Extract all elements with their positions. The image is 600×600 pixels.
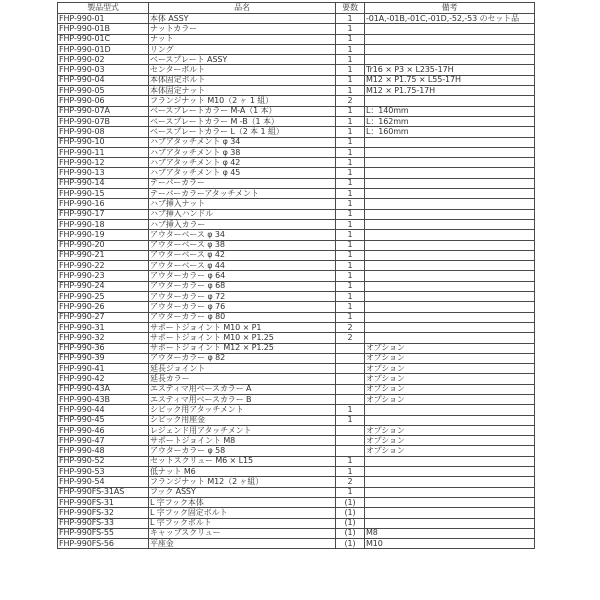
cell-note xyxy=(365,230,535,240)
cell-name: シビック用アタッチメント xyxy=(149,405,336,415)
cell-qty: 1 xyxy=(336,137,365,147)
cell-model: FHP-990-21 xyxy=(58,250,149,260)
cell-qty xyxy=(336,343,365,353)
cell-model: FHP-990-52 xyxy=(58,456,149,466)
cell-qty: 1 xyxy=(336,240,365,250)
cell-name: ハブアタッチメント φ 45 xyxy=(149,168,336,178)
cell-name: ナットカラー xyxy=(149,24,336,34)
cell-name: リング xyxy=(149,44,336,54)
cell-note xyxy=(365,168,535,178)
cell-model: FHP-990-04 xyxy=(58,75,149,85)
cell-model: FHP-990-15 xyxy=(58,189,149,199)
cell-name: L 字フック本体 xyxy=(149,497,336,507)
table-row xyxy=(58,44,535,54)
cell-model: FHP-990-47 xyxy=(58,436,149,446)
table-row xyxy=(58,528,535,538)
cell-name: ハブ挿入ハンドル xyxy=(149,209,336,219)
cell-name: 低ナット M6 xyxy=(149,467,336,477)
cell-model: FHP-990-19 xyxy=(58,230,149,240)
cell-note xyxy=(365,219,535,229)
table-row xyxy=(58,467,535,477)
cell-model: FHP-990-11 xyxy=(58,147,149,157)
table-row xyxy=(58,14,535,24)
cell-qty: 1 xyxy=(336,65,365,75)
cell-name: L 字フック固定ボルト xyxy=(149,508,336,518)
cell-qty: 1 xyxy=(336,219,365,229)
cell-note: オプション xyxy=(365,384,535,394)
table-row xyxy=(58,199,535,209)
cell-note: M8 xyxy=(365,528,535,538)
cell-name: 延長ジョイント xyxy=(149,364,336,374)
table-row xyxy=(58,209,535,219)
cell-note: M10 xyxy=(365,539,535,549)
cell-model: FHP-990-03 xyxy=(58,65,149,75)
cell-model: FHP-990-01D xyxy=(58,44,149,54)
cell-model: FHP-990-24 xyxy=(58,281,149,291)
table-row xyxy=(58,250,535,260)
cell-name: サポートジョイント M12 × P1.25 xyxy=(149,343,336,353)
table-row xyxy=(58,425,535,435)
cell-note: オプション xyxy=(365,436,535,446)
table-row xyxy=(58,189,535,199)
cell-model: FHP-990-07B xyxy=(58,116,149,126)
table-row xyxy=(58,86,535,96)
cell-model: FHP-990-42 xyxy=(58,374,149,384)
cell-note xyxy=(365,281,535,291)
table-row xyxy=(58,292,535,302)
table-row xyxy=(58,312,535,322)
cell-note xyxy=(365,261,535,271)
cell-name: アウターベース φ 44 xyxy=(149,261,336,271)
cell-note: オプション xyxy=(365,353,535,363)
cell-qty xyxy=(336,353,365,363)
cell-qty: 1 xyxy=(336,230,365,240)
cell-name: アウターカラー φ 72 xyxy=(149,292,336,302)
table-row xyxy=(58,322,535,332)
cell-note xyxy=(365,55,535,65)
cell-model: FHP-990-05 xyxy=(58,86,149,96)
cell-qty: 1 xyxy=(336,281,365,291)
cell-qty: 1 xyxy=(336,14,365,24)
cell-name: 本体固定ボルト xyxy=(149,75,336,85)
cell-model: FHP-990-53 xyxy=(58,467,149,477)
cell-note xyxy=(365,456,535,466)
cell-qty: 1 xyxy=(336,158,365,168)
table-row xyxy=(58,261,535,271)
cell-qty: 1 xyxy=(336,467,365,477)
cell-name: テーパーカラー xyxy=(149,178,336,188)
table-row xyxy=(58,127,535,137)
header-model: 製品型式 xyxy=(58,3,149,14)
cell-qty: 1 xyxy=(336,34,365,44)
table-row xyxy=(58,343,535,353)
cell-name: ベースプレートカラー M -B（1 本） xyxy=(149,116,336,126)
cell-note: L：140mm xyxy=(365,106,535,116)
cell-model: FHP-990-02 xyxy=(58,55,149,65)
cell-model: FHP-990-46 xyxy=(58,425,149,435)
cell-qty: 1 xyxy=(336,55,365,65)
cell-note: L：162mm xyxy=(365,116,535,126)
cell-qty: 1 xyxy=(336,147,365,157)
cell-model: FHP-990-23 xyxy=(58,271,149,281)
cell-model: FHP-990-07A xyxy=(58,106,149,116)
table-row xyxy=(58,65,535,75)
cell-qty: 1 xyxy=(336,456,365,466)
table-row xyxy=(58,508,535,518)
cell-name: 延長カラー xyxy=(149,374,336,384)
cell-model: FHP-990-10 xyxy=(58,137,149,147)
table-row xyxy=(58,96,535,106)
cell-model: FHP-990-14 xyxy=(58,178,149,188)
cell-note xyxy=(365,34,535,44)
table-row xyxy=(58,230,535,240)
cell-model: FHP-990-39 xyxy=(58,353,149,363)
cell-name: フランジナット M12（2 ヶ組） xyxy=(149,477,336,487)
cell-name: ベースプレートカラー L（2 本 1 組） xyxy=(149,127,336,137)
table-row xyxy=(58,281,535,291)
cell-model: FHP-990-22 xyxy=(58,261,149,271)
cell-note xyxy=(365,96,535,106)
cell-note: L：160mm xyxy=(365,127,535,137)
cell-model: FHP-990-16 xyxy=(58,199,149,209)
parts-list-table xyxy=(57,2,535,549)
cell-note xyxy=(365,189,535,199)
cell-note: オプション xyxy=(365,425,535,435)
cell-qty: (1) xyxy=(336,497,365,507)
cell-name: サポートジョイント M10 × P1 xyxy=(149,322,336,332)
cell-model: FHP-990-27 xyxy=(58,312,149,322)
cell-model: FHP-990FS-33 xyxy=(58,518,149,528)
cell-note xyxy=(365,405,535,415)
cell-name: ベースプレート ASSY xyxy=(149,55,336,65)
table-row xyxy=(58,374,535,384)
cell-name: アウターカラー φ 80 xyxy=(149,312,336,322)
cell-model: FHP-990-41 xyxy=(58,364,149,374)
cell-model: FHP-990-44 xyxy=(58,405,149,415)
table-row xyxy=(58,456,535,466)
cell-note xyxy=(365,508,535,518)
table-header-row xyxy=(58,3,535,14)
table-row xyxy=(58,34,535,44)
cell-qty: 1 xyxy=(336,44,365,54)
cell-name: 平座金 xyxy=(149,539,336,549)
header-name: 品名 xyxy=(149,3,336,14)
table-row xyxy=(58,116,535,126)
cell-note: オプション xyxy=(365,364,535,374)
table-row xyxy=(58,178,535,188)
cell-name: アウターカラー φ 82 xyxy=(149,353,336,363)
cell-note xyxy=(365,467,535,477)
cell-qty: 1 xyxy=(336,199,365,209)
cell-name: セットスクリュー M6 × L15 xyxy=(149,456,336,466)
table-row xyxy=(58,168,535,178)
cell-note xyxy=(365,147,535,157)
cell-note xyxy=(365,497,535,507)
cell-qty xyxy=(336,436,365,446)
cell-name: フック ASSY xyxy=(149,487,336,497)
cell-note: M12 × P1.75-17H xyxy=(365,86,535,96)
cell-name: 本体 ASSY xyxy=(149,14,336,24)
cell-model: FHP-990-32 xyxy=(58,333,149,343)
cell-name: アウターカラー φ 68 xyxy=(149,281,336,291)
cell-qty: 1 xyxy=(336,302,365,312)
cell-note xyxy=(365,250,535,260)
cell-note xyxy=(365,199,535,209)
cell-name: シビック用座金 xyxy=(149,415,336,425)
cell-model: FHP-990-31 xyxy=(58,322,149,332)
table-row xyxy=(58,415,535,425)
table-row xyxy=(58,353,535,363)
cell-name: フランジナット M10（2 ヶ 1 組） xyxy=(149,96,336,106)
table-row xyxy=(58,24,535,34)
cell-name: サポートジョイント M10 × P1.25 xyxy=(149,333,336,343)
cell-name: ナット xyxy=(149,34,336,44)
cell-qty: 1 xyxy=(336,312,365,322)
cell-note xyxy=(365,322,535,332)
table-row xyxy=(58,137,535,147)
cell-note xyxy=(365,302,535,312)
cell-name: 本体固定ナット xyxy=(149,86,336,96)
table-row xyxy=(58,436,535,446)
cell-qty: 1 xyxy=(336,86,365,96)
table-row xyxy=(58,384,535,394)
cell-qty: 1 xyxy=(336,415,365,425)
cell-model: FHP-990-25 xyxy=(58,292,149,302)
cell-model: FHP-990-13 xyxy=(58,168,149,178)
cell-qty: (1) xyxy=(336,508,365,518)
cell-qty xyxy=(336,425,365,435)
cell-model: FHP-990-20 xyxy=(58,240,149,250)
table-row xyxy=(58,446,535,456)
cell-name: アウターベース φ 42 xyxy=(149,250,336,260)
cell-note xyxy=(365,487,535,497)
table-row xyxy=(58,147,535,157)
table-row xyxy=(58,158,535,168)
table-row xyxy=(58,106,535,116)
cell-name: ハブアタッチメント φ 42 xyxy=(149,158,336,168)
cell-model: FHP-990-43A xyxy=(58,384,149,394)
cell-qty: 1 xyxy=(336,487,365,497)
cell-name: サポートジョイント M8 xyxy=(149,436,336,446)
cell-qty: 1 xyxy=(336,250,365,260)
cell-qty: 1 xyxy=(336,75,365,85)
table-row xyxy=(58,539,535,549)
cell-name: ハブアタッチメント φ 34 xyxy=(149,137,336,147)
cell-note xyxy=(365,209,535,219)
cell-model: FHP-990-54 xyxy=(58,477,149,487)
cell-note xyxy=(365,24,535,34)
cell-note: オプション xyxy=(365,343,535,353)
cell-qty xyxy=(336,374,365,384)
table-row xyxy=(58,364,535,374)
cell-model: FHP-990-18 xyxy=(58,219,149,229)
table-row xyxy=(58,405,535,415)
table-row xyxy=(58,487,535,497)
cell-qty: 1 xyxy=(336,127,365,137)
cell-qty: 1 xyxy=(336,189,365,199)
cell-qty: 1 xyxy=(336,106,365,116)
table-row xyxy=(58,394,535,404)
cell-qty: (1) xyxy=(336,528,365,538)
table-row xyxy=(58,477,535,487)
cell-qty xyxy=(336,384,365,394)
cell-note xyxy=(365,518,535,528)
cell-qty: 2 xyxy=(336,333,365,343)
cell-model: FHP-990FS-31AS xyxy=(58,487,149,497)
cell-note xyxy=(365,333,535,343)
cell-name: ハブ挿入カラー xyxy=(149,219,336,229)
cell-model: FHP-990FS-32 xyxy=(58,508,149,518)
cell-qty: 2 xyxy=(336,477,365,487)
cell-qty: 1 xyxy=(336,405,365,415)
header-qty: 要数 xyxy=(336,3,365,14)
cell-note xyxy=(365,178,535,188)
cell-name: レジェンド用アタッチメント xyxy=(149,425,336,435)
cell-qty: 2 xyxy=(336,322,365,332)
cell-qty: 2 xyxy=(336,96,365,106)
cell-note xyxy=(365,415,535,425)
cell-name: アウターカラー φ 58 xyxy=(149,446,336,456)
cell-note xyxy=(365,477,535,487)
cell-note xyxy=(365,292,535,302)
cell-name: ハブ挿入ナット xyxy=(149,199,336,209)
cell-note: Tr16 × P3 × L235-17H xyxy=(365,65,535,75)
cell-qty: 1 xyxy=(336,178,365,188)
cell-name: ベースプレートカラー M-A（1 本） xyxy=(149,106,336,116)
cell-name: アウターカラー φ 64 xyxy=(149,271,336,281)
table-row xyxy=(58,518,535,528)
cell-model: FHP-990-48 xyxy=(58,446,149,456)
cell-model: FHP-990-17 xyxy=(58,209,149,219)
cell-note: M12 × P1.75 × L55-17H xyxy=(365,75,535,85)
cell-qty: (1) xyxy=(336,539,365,549)
cell-model: FHP-990-06 xyxy=(58,96,149,106)
cell-qty xyxy=(336,446,365,456)
cell-name: ハブアタッチメント φ 38 xyxy=(149,147,336,157)
cell-note xyxy=(365,44,535,54)
table-row xyxy=(58,302,535,312)
table-row xyxy=(58,240,535,250)
cell-note xyxy=(365,312,535,322)
cell-note xyxy=(365,271,535,281)
cell-model: FHP-990FS-56 xyxy=(58,539,149,549)
cell-qty: (1) xyxy=(336,518,365,528)
cell-model: FHP-990FS-31 xyxy=(58,497,149,507)
cell-qty xyxy=(336,394,365,404)
cell-name: テーパーカラーアタッチメント xyxy=(149,189,336,199)
cell-note: オプション xyxy=(365,394,535,404)
cell-qty: 1 xyxy=(336,292,365,302)
cell-model: FHP-990-01C xyxy=(58,34,149,44)
cell-model: FHP-990-01B xyxy=(58,24,149,34)
cell-model: FHP-990-36 xyxy=(58,343,149,353)
cell-name: L 字フックボルト xyxy=(149,518,336,528)
cell-qty xyxy=(336,364,365,374)
cell-note: オプション xyxy=(365,446,535,456)
cell-name: アウターベース φ 34 xyxy=(149,230,336,240)
cell-qty: 1 xyxy=(336,261,365,271)
cell-name: エスティマ用ベースカラー A xyxy=(149,384,336,394)
header-note: 備考 xyxy=(365,3,535,14)
cell-name: キャップスクリュー xyxy=(149,528,336,538)
cell-name: アウターカラー φ 76 xyxy=(149,302,336,312)
cell-note xyxy=(365,137,535,147)
cell-qty: 1 xyxy=(336,116,365,126)
cell-qty: 1 xyxy=(336,168,365,178)
cell-model: FHP-990-26 xyxy=(58,302,149,312)
cell-name: エスティマ用ベースカラー B xyxy=(149,394,336,404)
cell-qty: 1 xyxy=(336,209,365,219)
cell-note: -01A,-01B,-01C,-01D,-52,-53 のセット品 xyxy=(365,14,535,24)
cell-name: アウターベース φ 38 xyxy=(149,240,336,250)
table-row xyxy=(58,219,535,229)
table-row xyxy=(58,75,535,85)
cell-model: FHP-990-43B xyxy=(58,394,149,404)
table-row xyxy=(58,497,535,507)
table-row xyxy=(58,271,535,281)
table-row xyxy=(58,55,535,65)
cell-note xyxy=(365,158,535,168)
cell-qty: 1 xyxy=(336,24,365,34)
table-row xyxy=(58,333,535,343)
cell-qty: 1 xyxy=(336,271,365,281)
cell-note xyxy=(365,240,535,250)
cell-model: FHP-990-01 xyxy=(58,14,149,24)
cell-model: FHP-990-08 xyxy=(58,127,149,137)
cell-model: FHP-990FS-55 xyxy=(58,528,149,538)
cell-note: オプション xyxy=(365,374,535,384)
cell-name: センターボルト xyxy=(149,65,336,75)
cell-model: FHP-990-12 xyxy=(58,158,149,168)
cell-model: FHP-990-45 xyxy=(58,415,149,425)
